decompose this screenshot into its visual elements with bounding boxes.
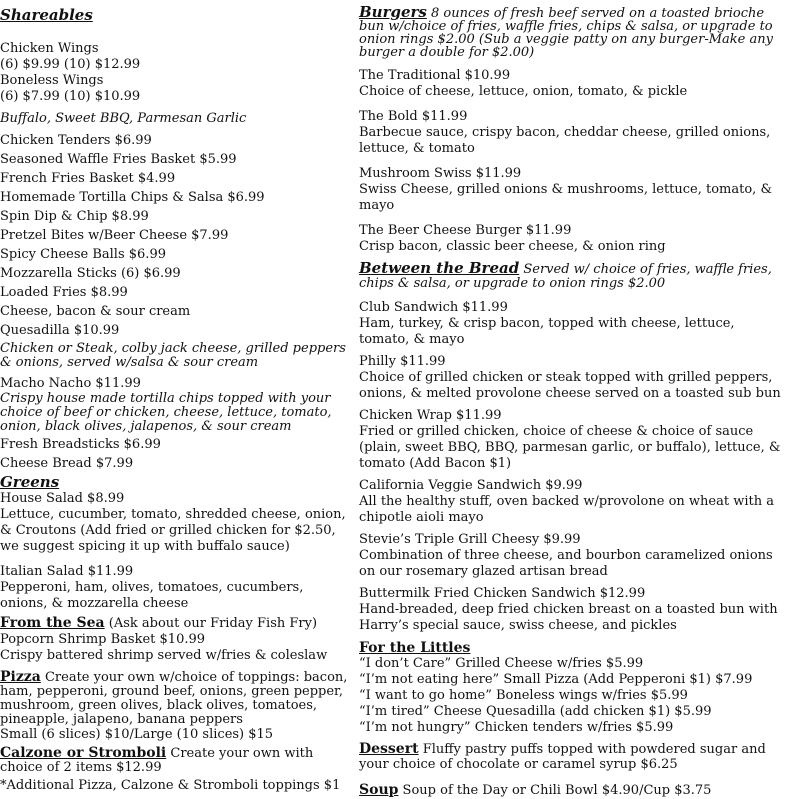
menu-item-popcorn-shrimp: Popcorn Shrimp Basket $10.99 — [0, 632, 206, 647]
menu-item-description: Hand-breaded, deep fried chicken breast on a toasted bun with Harry’s special sauce, swiss cheese, and pickles — [359, 602, 778, 633]
section-pizza — [0, 670, 350, 727]
section-description: Soup of the Day or Chili Bowl $4.90/Cup $3.75 — [398, 783, 712, 798]
menu-item-breadsticks: Fresh Breadsticks $6.99 — [0, 437, 161, 452]
kids-menu-item: “I’m not eating here” Small Pizza (Add Pepperoni $1) $7.99 — [359, 672, 753, 687]
menu-item-chicken-wrap: Chicken Wrap $11.99 — [359, 408, 502, 423]
section-description: 8 ounces of fresh beef served on a toasted brioche bun w/choice of fries, waffle fries, chips & salsa, or upgrade to onion rings $2.00 (Sub a veggie patty on any burger-Make any burger a double for $2.00) — [359, 6, 773, 60]
section-between-the-bread — [359, 261, 783, 291]
section-heading-dessert: Dessert — [359, 741, 419, 757]
menu-item-mozzarella-sticks: Mozzarella Sticks (6) $6.99 — [0, 266, 181, 281]
section-heading-for-the-littles: For the Littles — [359, 640, 471, 656]
menu-item-description: Combination of three cheese, and bourbon caramelized onions on our rosemary glazed artisan bread — [359, 548, 773, 579]
menu-item-quesadilla: Quesadilla $10.99 — [0, 323, 120, 338]
menu-item-mushroom-swiss: Mushroom Swiss $11.99 — [359, 166, 522, 181]
menu-item-tortilla-chips: Homemade Tortilla Chips & Salsa $6.99 — [0, 190, 265, 205]
menu-item-italian-salad: Italian Salad $11.99 — [0, 564, 134, 579]
menu-item-description: Buffalo, Sweet BBQ, Parmesan Garlic — [0, 111, 247, 126]
menu-item-traditional: The Traditional $10.99 — [359, 68, 511, 83]
section-heading-greens: Greens — [0, 473, 60, 491]
menu-item-chicken-tenders: Chicken Tenders $6.99 — [0, 133, 152, 148]
menu-item-house-salad: House Salad $8.99 — [0, 491, 125, 506]
menu-item-description: All the healthy stuff, oven backed w/provolone on wheat with a chipotle aioli mayo — [359, 494, 774, 525]
menu-item-california-veggie: California Veggie Sandwich $9.99 — [359, 478, 583, 493]
menu-item-description: Chicken or Steak, colby jack cheese, grilled peppers & onions, served w/salsa & sour cream — [0, 341, 346, 370]
menu-item-beer-cheese-burger: The Beer Cheese Burger $11.99 — [359, 223, 572, 238]
section-description: Fluffy pastry puffs topped with powdered sugar and your choice of chocolate or caramel syrup $6.25 — [359, 742, 766, 772]
section-heading-between-the-bread: Between the Bread — [359, 259, 520, 277]
section-description: Create your own with choice of 2 items $12.99 — [0, 746, 314, 775]
menu-item-description: Cheese, bacon & sour cream — [0, 304, 191, 319]
menu-item-description: Lettuce, cucumber, tomato, shredded cheese, onion, & Croutons (Add fried or grilled chicken for $2.50, we suggest spicing it up with buffalo sauce) — [0, 507, 346, 554]
menu-item-loaded-fries: Loaded Fries $8.99 — [0, 285, 128, 300]
section-heading-from-the-sea: From the Sea — [0, 615, 105, 631]
section-description: Create your own w/choice of toppings: bacon, ham, pepperoni, ground beef, onions, green pepper, mushroom, green olives, black olives, tomatoes, pineapple, jalapeno, banana peppers — [0, 670, 348, 727]
section-heading-calzone: Calzone or Stromboli — [0, 745, 167, 761]
menu-item-description: Fried or grilled chicken, choice of cheese & choice of sauce (plain, sweet BBQ, BBQ, parmesan garlic, or buffalo), lettuce, & tomato (Add Bacon $1) — [359, 424, 781, 471]
menu-item-description: Swiss Cheese, grilled onions & mushrooms, lettuce, tomato, & mayo — [359, 182, 773, 213]
menu-item-waffle-fries: Seasoned Waffle Fries Basket $5.99 — [0, 152, 237, 167]
kids-menu-item: “I don’t Care” Grilled Cheese w/fries $5.99 — [359, 656, 644, 671]
section-note: (Ask about our Friday Fish Fry) — [104, 616, 318, 631]
section-dessert — [359, 742, 783, 772]
menu-item-cheese-bread: Cheese Bread $7.99 — [0, 456, 134, 471]
menu-item-boneless-wings: Boneless Wings — [0, 73, 104, 88]
section-soup — [359, 782, 783, 799]
menu-left-column — [0, 6, 350, 794]
menu-item-price: (6) $9.99 (10) $12.99 — [0, 57, 141, 72]
section-burgers — [359, 3, 783, 60]
menu-item-bold: The Bold $11.99 — [359, 109, 468, 124]
kids-menu-item: “I’m tired” Cheese Quesadilla (add chicken $1) $5.99 — [359, 704, 712, 719]
menu-item-macho-nacho: Macho Nacho $11.99 — [0, 376, 141, 391]
menu-item-club-sandwich: Club Sandwich $11.99 — [359, 300, 508, 315]
menu-item-french-fries: French Fries Basket $4.99 — [0, 171, 176, 186]
menu-item-description: Crisp bacon, classic beer cheese, & onion ring — [359, 239, 666, 254]
menu-item-cheese-balls: Spicy Cheese Balls $6.99 — [0, 247, 166, 262]
menu-item-description: Pepperoni, ham, olives, tomatoes, cucumbers, onions, & mozzarella cheese — [0, 580, 304, 611]
section-heading-shareables: Shareables — [0, 6, 93, 24]
menu-item-buttermilk-chicken: Buttermilk Fried Chicken Sandwich $12.99 — [359, 586, 646, 601]
menu-item-spin-dip: Spin Dip & Chip $8.99 — [0, 209, 149, 224]
menu-item-chicken-wings: Chicken Wings — [0, 41, 99, 56]
menu-item-description: Choice of cheese, lettuce, onion, tomato, & pickle — [359, 84, 688, 99]
toppings-note: *Additional Pizza, Calzone & Stromboli toppings $1 — [0, 778, 341, 793]
section-calzone — [0, 746, 350, 775]
kids-menu-item: “I’m not hungry” Chicken tenders w/fries $5.99 — [359, 720, 674, 735]
menu-item-description: Crispy battered shrimp served w/fries & coleslaw — [0, 648, 328, 663]
menu-right-column — [359, 3, 783, 799]
menu-item-description: Crispy house made tortilla chips topped with your choice of beef or chicken, cheese, lettuce, tomato, onion, black olives, jalapenos, & sour cream — [0, 391, 332, 434]
menu-item-philly: Philly $11.99 — [359, 354, 446, 369]
kids-menu-item: “I want to go home” Boneless wings w/fries $5.99 — [359, 688, 688, 703]
menu-item-price: (6) $7.99 (10) $10.99 — [0, 89, 141, 104]
section-heading-pizza: Pizza — [0, 669, 41, 685]
section-heading-soup: Soup — [359, 782, 399, 798]
menu-item-stevies-triple-grill: Stevie’s Triple Grill Cheesy $9.99 — [359, 532, 581, 547]
menu-item-pretzel-bites: Pretzel Bites w/Beer Cheese $7.99 — [0, 228, 229, 243]
menu-item-description: Ham, turkey, & crisp bacon, topped with cheese, lettuce, tomato, & mayo — [359, 316, 735, 347]
section-heading-burgers: Burgers — [359, 3, 427, 21]
menu-item-description: Choice of grilled chicken or steak topped with grilled peppers, onions, & melted provolone cheese served on a toasted sub bun — [359, 370, 781, 401]
section-description: Served w/ choice of fries, waffle fries, chips & salsa, or upgrade to onion rings $2.00 — [359, 262, 772, 291]
menu-item-pizza-sizes: Small (6 slices) $10/Large (10 slices) $15 — [0, 727, 274, 742]
section-from-the-sea — [0, 615, 350, 632]
menu-item-description: Barbecue sauce, crispy bacon, cheddar cheese, grilled onions, lettuce, & tomato — [359, 125, 771, 156]
